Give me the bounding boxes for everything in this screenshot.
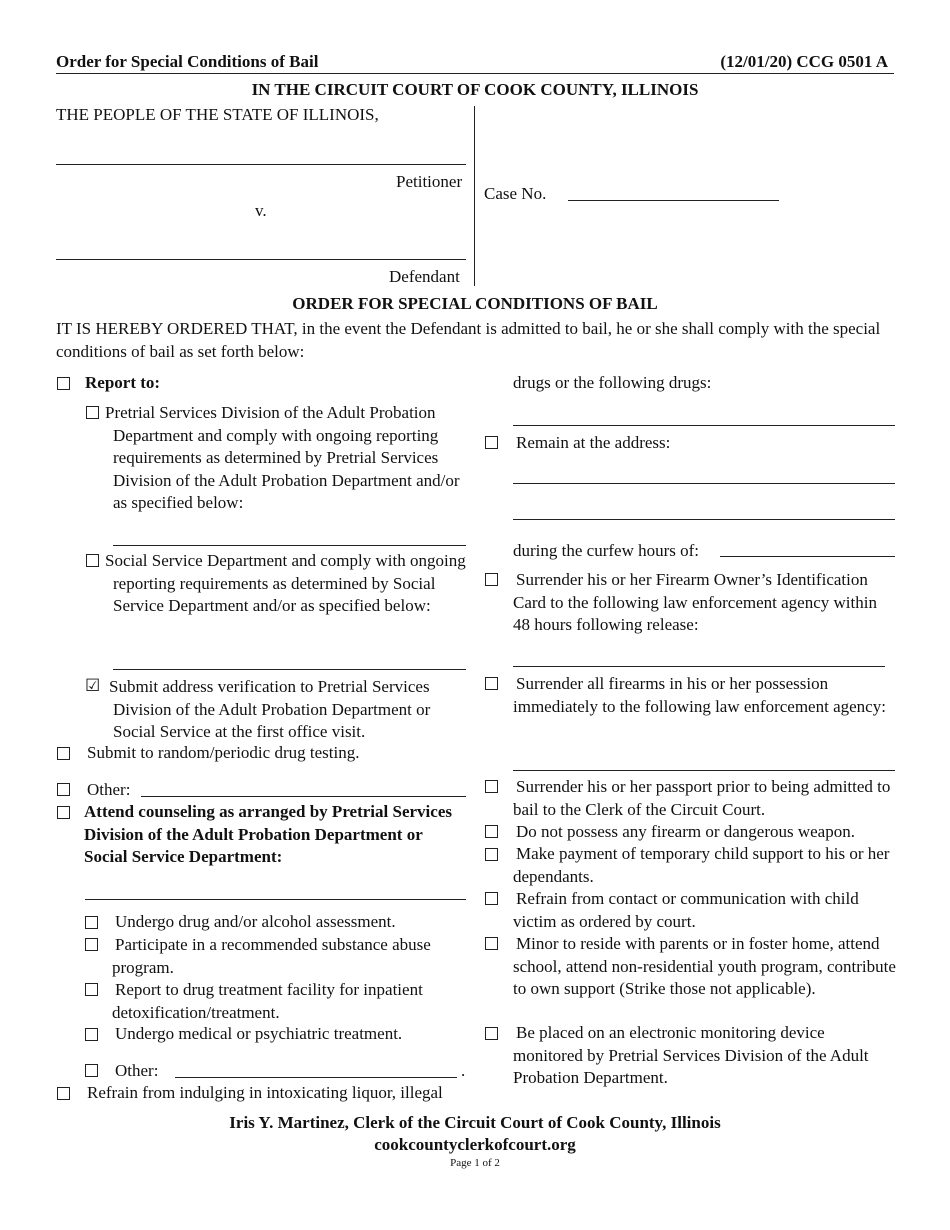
versus-text: v. xyxy=(255,201,267,220)
refrain-liquor-checkbox[interactable] xyxy=(57,1087,70,1100)
firearms-text: Surrender all firearms in his or her possession immediately to the following law enforcement agency: xyxy=(513,674,886,716)
defendant-label: Defendant xyxy=(389,267,460,286)
form-title: Order for Special Conditions of Bail xyxy=(56,52,319,71)
report-to-label: Report to: xyxy=(85,373,161,392)
curfew-label: during the curfew hours of: xyxy=(513,541,700,560)
plaintiff-name: THE PEOPLE OF THE STATE OF ILLINOIS, xyxy=(56,105,379,124)
drugs-continuation-text: drugs or the following drugs: xyxy=(513,373,712,392)
case-no-label: Case No. xyxy=(484,184,547,203)
pretrial-text: Pretrial Services Division of the Adult Probation Department and comply with ongoing reporting requirements as determined by Pretrial Services Division of the Adult Probation Department and/or as specified below: xyxy=(105,403,460,512)
other2-period: . xyxy=(461,1061,466,1080)
child-support-text: Make payment of temporary child support to his or her dependants. xyxy=(513,844,890,886)
drug-testing-text: Submit to random/periodic drug testing. xyxy=(87,743,360,762)
monitoring-text: Be placed on an electronic monitoring device monitored by Pretrial Services Division of the Adult Probation Department. xyxy=(513,1023,869,1087)
intro-text: IT IS HEREBY ORDERED THAT, in the event the Defendant is admitted to bail, he or she shall comply with the special conditions of bail as set forth below: xyxy=(56,319,881,361)
substance-program-text: Participate in a recommended substance abuse program. xyxy=(112,935,431,977)
report-to-checkbox[interactable] xyxy=(57,377,70,390)
defendant-line[interactable] xyxy=(56,259,466,260)
order-title: ORDER FOR SPECIAL CONDITIONS OF BAIL xyxy=(292,294,658,313)
child-support-checkbox[interactable] xyxy=(485,848,498,861)
form-code: (12/01/20) CCG 0501 A xyxy=(720,52,888,71)
medical-checkbox[interactable] xyxy=(85,1028,98,1041)
foid-text: Surrender his or her Firearm Owner’s Identification Card to the following law enforcement agency within 48 hours following release: xyxy=(513,570,877,634)
social-text: Social Service Department and comply with ongoing reporting requirements as determined by Social Service Department and/or as specified below: xyxy=(105,551,466,615)
foid-checkbox[interactable] xyxy=(485,573,498,586)
clerk-name: Iris Y. Martinez, Clerk of the Circuit Court of Cook County, Illinois xyxy=(229,1113,721,1132)
assessment-checkbox[interactable] xyxy=(85,916,98,929)
other1-label: Other: xyxy=(87,780,131,799)
address-verification-text: Submit address verification to Pretrial Services Division of the Adult Probation Department or Social Service at the first office visit. xyxy=(109,677,431,741)
remain-address-text: Remain at the address: xyxy=(516,433,671,452)
no-firearm-text: Do not possess any firearm or dangerous weapon. xyxy=(516,822,855,841)
medical-text: Undergo medical or psychiatric treatment. xyxy=(115,1024,403,1043)
passport-text: Surrender his or her passport prior to being admitted to bail to the Clerk of the Circuit Court. xyxy=(513,777,891,819)
address-verification-checkbox[interactable]: ☑ xyxy=(85,676,101,695)
drugs-line[interactable] xyxy=(513,425,895,426)
firearms-checkbox[interactable] xyxy=(485,677,498,690)
case-no-line[interactable] xyxy=(568,200,779,201)
refrain-liquor-text: Refrain from indulging in intoxicating liquor, illegal xyxy=(87,1083,443,1102)
counseling-checkbox[interactable] xyxy=(57,806,70,819)
petitioner-line[interactable] xyxy=(56,164,466,165)
passport-checkbox[interactable] xyxy=(485,780,498,793)
other2-line[interactable] xyxy=(175,1077,457,1078)
remain-address-checkbox[interactable] xyxy=(485,436,498,449)
address-line-2[interactable] xyxy=(513,519,895,520)
counseling-text: Attend counseling as arranged by Pretrial Services Division of the Adult Probation Department or Social Service Department: xyxy=(84,802,452,866)
assessment-text: Undergo drug and/or alcohol assessment. xyxy=(115,912,396,931)
clerk-website[interactable]: cookcountyclerkofcourt.org xyxy=(374,1135,576,1154)
social-line[interactable] xyxy=(113,669,466,670)
curfew-line[interactable] xyxy=(720,556,895,557)
refrain-contact-text: Refrain from contact or communication with child victim as ordered by court. xyxy=(513,889,859,931)
address-line-1[interactable] xyxy=(513,483,895,484)
other1-line[interactable] xyxy=(141,796,466,797)
treatment-facility-checkbox[interactable] xyxy=(85,983,98,996)
court-title: IN THE CIRCUIT COURT OF COOK COUNTY, ILLINOIS xyxy=(251,80,699,99)
drug-testing-checkbox[interactable] xyxy=(57,747,70,760)
header-rule xyxy=(56,73,894,74)
minor-checkbox[interactable] xyxy=(485,937,498,950)
firearms-agency-line[interactable] xyxy=(513,770,895,771)
petitioner-label: Petitioner xyxy=(396,172,463,191)
other2-checkbox[interactable] xyxy=(85,1064,98,1077)
counseling-line[interactable] xyxy=(85,899,466,900)
page-number: Page 1 of 2 xyxy=(450,1157,500,1169)
treatment-facility-text: Report to drug treatment facility for inpatient detoxification/treatment. xyxy=(112,980,423,1022)
refrain-contact-checkbox[interactable] xyxy=(485,892,498,905)
other1-checkbox[interactable] xyxy=(57,783,70,796)
other2-label: Other: xyxy=(115,1061,159,1080)
minor-text: Minor to reside with parents or in foster home, attend school, attend non-residential youth program, contribute to own support (Strike those not applicable). xyxy=(513,934,896,998)
no-firearm-checkbox[interactable] xyxy=(485,825,498,838)
caption-divider xyxy=(474,106,475,286)
substance-program-checkbox[interactable] xyxy=(85,938,98,951)
foid-agency-line[interactable] xyxy=(513,666,885,667)
pretrial-line[interactable] xyxy=(113,545,466,546)
monitoring-checkbox[interactable] xyxy=(485,1027,498,1040)
